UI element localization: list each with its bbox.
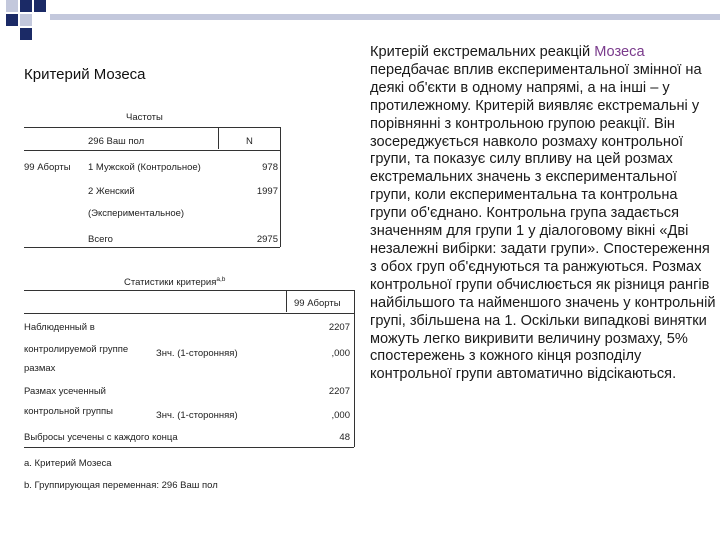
freq-total-n: 2975 <box>256 234 278 245</box>
stats-right-border <box>354 290 355 447</box>
stats-r2-label: Знч. (1-сторонняя) <box>156 348 238 359</box>
deco-square <box>34 0 46 12</box>
deco-square <box>6 14 18 26</box>
stats-header-col: 99 Аборты <box>294 298 341 309</box>
stats-r4-value: ,000 <box>331 410 350 421</box>
stats-r3-label-b: контрольной группы <box>24 406 113 417</box>
freq-table-top-rule <box>24 127 280 128</box>
freq-row2-label-b: (Экспериментальное) <box>88 208 185 219</box>
freq-row1-label: 1 Мужской (Контрольное) <box>88 162 201 173</box>
stats-header-rule <box>24 313 354 314</box>
freq-row1-n: 978 <box>262 162 278 173</box>
stats-header-divider <box>286 290 287 312</box>
freq-table-caption: Частоты <box>126 112 163 123</box>
freq-row2-label-a: 2 Женский <box>88 186 135 197</box>
stats-r5-label: Выбросы усечены с каждого конца <box>24 432 178 443</box>
description-lead: Критерій екстремальних реакцій <box>370 44 595 60</box>
freq-row-var: 99 Аборты <box>24 162 71 173</box>
stats-r1-label-a: Наблюденный в <box>24 322 95 333</box>
footnote-b: b. Группирующая переменная: 296 Ваш пол <box>24 480 218 491</box>
footnote-a: a. Критерий Мозеса <box>24 458 112 469</box>
stats-caption-text: Статистики критерия <box>124 277 217 289</box>
stats-table-caption <box>124 276 225 288</box>
stats-r4-label: Знч. (1-сторонняя) <box>156 410 238 421</box>
stats-r1-label-c: размах <box>24 363 56 374</box>
stats-r1-label-b: контролируемой группе <box>24 344 129 355</box>
freq-header-divider <box>218 127 219 149</box>
stats-r2-value: ,000 <box>331 348 350 359</box>
description-paragraph <box>370 44 716 384</box>
deco-square <box>6 0 18 12</box>
output-title: Критерий Мозеса <box>24 66 146 83</box>
freq-row2-n: 1997 <box>256 186 278 197</box>
decorative-squares <box>0 0 720 40</box>
freq-bottom-rule <box>24 247 280 248</box>
freq-header-rule <box>24 150 280 151</box>
description-rest: передбачає вплив експериментальної змінної на деякі об'єкти в одному напрямі, а на інші – у протилежному. Критерій виявляє екстремальні у порівнянні з контрольною групою реакції. Він зосереджується навколо розмаху контрольної групи, та показує силу впливу на цей розмах екстремальних значень з експериментальної групи, коли експериментальна та контрольна групи об'єднано. Контрольна група задається значенням для групи 1 у діалоговому вікні «Дві незалежні вибірки: задати групи». Спостереження з обох груп об'єднуються та ранжуються. Розмах контрольної групи обчислюється як різниця рангів найбільшого та найменшого значень у контрольній групі, збільшена на 1. Оскільки випадкові винятки можуть легко викривити величину розмаху, 5% спостережень з кожного кінця розподілу контрольної групи автоматично відсікаються. <box>370 61 716 383</box>
deco-square <box>20 28 32 40</box>
stats-bottom-rule <box>24 447 354 448</box>
freq-right-border <box>280 127 281 247</box>
stats-r3-value: 2207 <box>328 386 350 397</box>
deco-bar <box>50 14 720 20</box>
deco-square <box>20 0 32 12</box>
stats-r3-label-a: Размах усеченный <box>24 386 106 397</box>
description-highlight: Мозеса <box>594 44 645 60</box>
deco-square <box>20 14 32 26</box>
freq-header-var: 296 Ваш пол <box>88 136 145 147</box>
stats-caption-sup: a,b <box>216 276 226 283</box>
stats-table-top-rule <box>24 290 354 291</box>
freq-header-n: N <box>246 136 253 147</box>
stats-r5-value: 48 <box>339 432 350 443</box>
freq-total-label: Всего <box>88 234 113 245</box>
stats-r1-value: 2207 <box>328 322 350 333</box>
